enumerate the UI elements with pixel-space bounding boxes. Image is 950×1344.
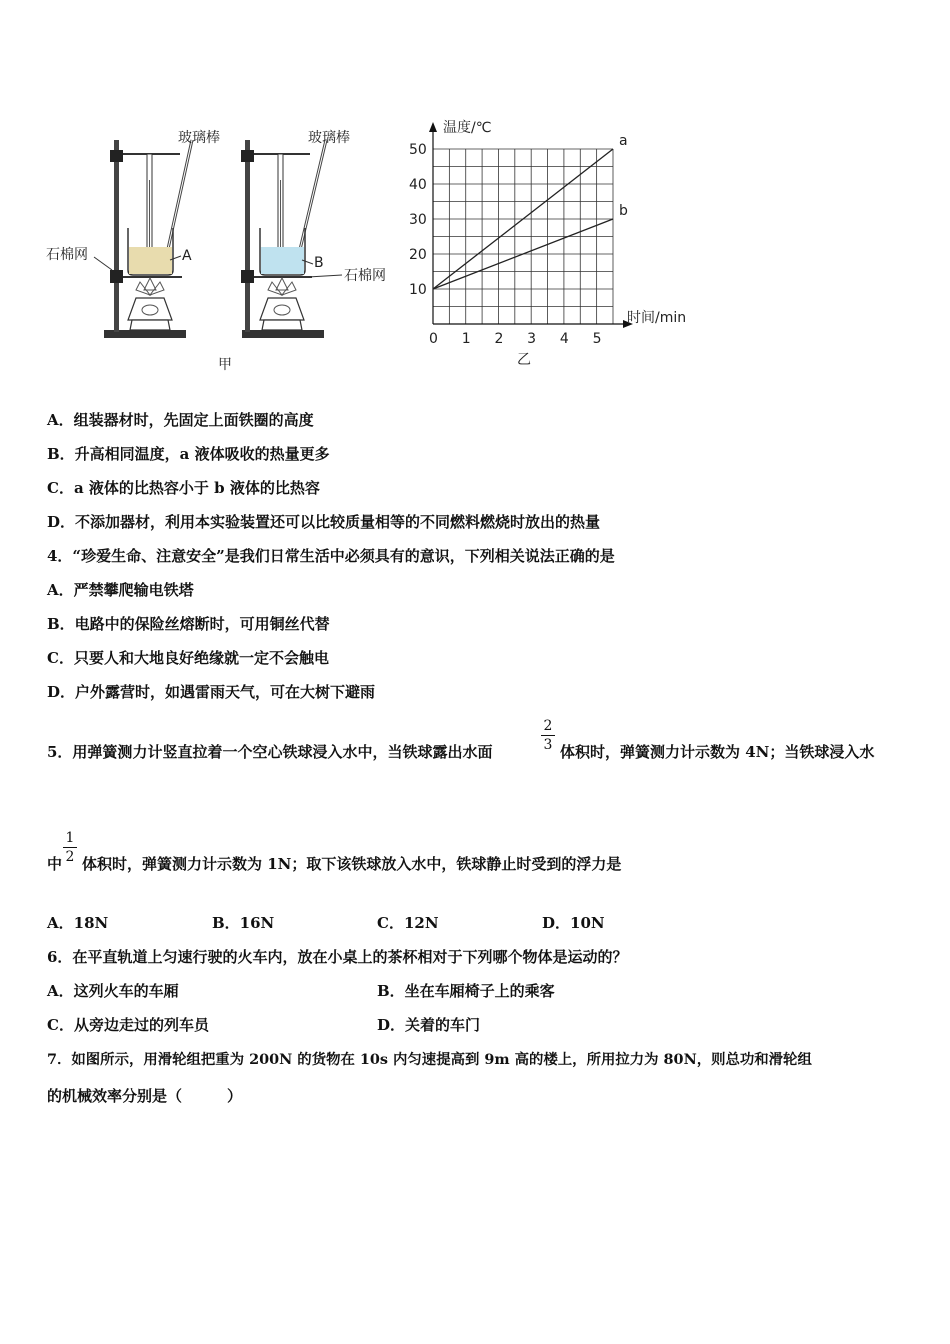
fraction-denominator: 3 (543, 737, 553, 753)
fraction-denominator: 2 (65, 849, 75, 865)
x-tick-label: 4 (559, 331, 569, 347)
q5-option-a: A．18N (47, 914, 109, 932)
q3-option-a: A．组装器材时，先固定上面铁圈的高度 (47, 411, 314, 429)
liquid-b-label: B (314, 255, 324, 271)
q4-stem: 4．“珍爱生命、注意安全”是我们日常生活中必须具有的意识，下列相关说法正确的是 (47, 547, 615, 565)
chart-xlabel: 时间/min (627, 310, 687, 326)
q3-option-b: B．升高相同温度，a 液体吸收的热量更多 (47, 445, 330, 463)
q5-option-c: C．12N (377, 914, 439, 932)
q5-stem-part2: 体积时，弹簧测力计示数为 4N；当铁球浸入水 (560, 743, 875, 761)
figure-caption-jia: 甲 (218, 357, 232, 373)
left-rod-label: 玻璃棒 (178, 130, 220, 146)
x-tick-label: 1 (461, 331, 471, 347)
q3-option-c: C．a 液体的比热容小于 b 液体的比热容 (47, 479, 320, 497)
y-tick-label: 20 (409, 247, 427, 263)
series-label-a: a (619, 133, 628, 149)
liquid-a-label: A (182, 248, 192, 264)
y-tick-label: 50 (409, 142, 427, 158)
apparatus-figure (40, 120, 400, 380)
q5-option-d: D．10N (542, 914, 605, 932)
q6-option-a: A．这列火车的车厢 (47, 982, 179, 1000)
q6-stem: 6．在平直轨道上匀速行驶的火车内，放在小桌上的茶杯相对于下列哪个物体是运动的？ (47, 948, 628, 966)
left-gauze-label: 石棉网 (46, 247, 88, 263)
q6-option-b: B．坐在车厢椅子上的乘客 (377, 982, 555, 1000)
q4-option-a: A．严禁攀爬输电铁塔 (47, 581, 194, 599)
figure-caption-yi: 乙 (517, 352, 531, 368)
q4-option-d: D．户外露营时，如遇雷雨天气，可在大树下避雨 (47, 683, 376, 701)
q6-option-c: C．从旁边走过的列车员 (47, 1016, 209, 1034)
right-rod-label: 玻璃棒 (308, 130, 350, 146)
temperature-time-chart (395, 110, 715, 375)
left-apparatus (104, 140, 192, 338)
series-label-b: b (619, 203, 628, 219)
q3-option-d: D．不添加器材，利用本实验装置还可以比较质量相等的不同燃料燃烧时放出的热量 (47, 513, 601, 531)
q5-stem-part1: 5．用弹簧测力计竖直拉着一个空心铁球浸入水中，当铁球露出水面 (47, 743, 493, 761)
q4-option-c: C．只要人和大地良好绝缘就一定不会触电 (47, 649, 329, 667)
fraction-numerator: 1 (65, 830, 75, 846)
x-tick-label: 5 (592, 331, 602, 347)
q5-fraction-one-half (63, 830, 77, 865)
y-tick-label: 40 (409, 177, 427, 193)
x-tick-label: 2 (494, 331, 504, 347)
chart-ylabel: 温度/℃ (443, 120, 492, 136)
q7-stem-line2: 的机械效率分别是（ ） (47, 1087, 243, 1105)
y-tick-label: 30 (409, 212, 427, 228)
right-apparatus (241, 140, 326, 338)
q7-stem-line1: 7．如图所示，用滑轮组把重为 200N 的货物在 10s 内匀速提高到 9m 高的楼上，所用拉力为 80N，则总功和滑轮组 (47, 1051, 812, 1068)
x-tick-label: 3 (527, 331, 537, 347)
q5-option-b: B．16N (212, 914, 275, 932)
x-tick-label: 0 (429, 331, 438, 347)
fraction-numerator: 2 (543, 718, 553, 734)
q5-stem-part4: 体积时，弹簧测力计示数为 1N；取下该铁球放入水中，铁球静止时受到的浮力是 (82, 855, 622, 873)
q6-option-d: D．关着的车门 (377, 1016, 481, 1034)
y-axis-arrow (429, 122, 437, 132)
q5-fraction-two-thirds (541, 718, 555, 753)
right-gauze-label: 石棉网 (344, 268, 386, 284)
q5-stem-part3: 中 (47, 855, 63, 873)
q4-option-b: B．电路中的保险丝熔断时，可用铜丝代替 (47, 615, 330, 633)
y-tick-label: 10 (409, 282, 427, 298)
